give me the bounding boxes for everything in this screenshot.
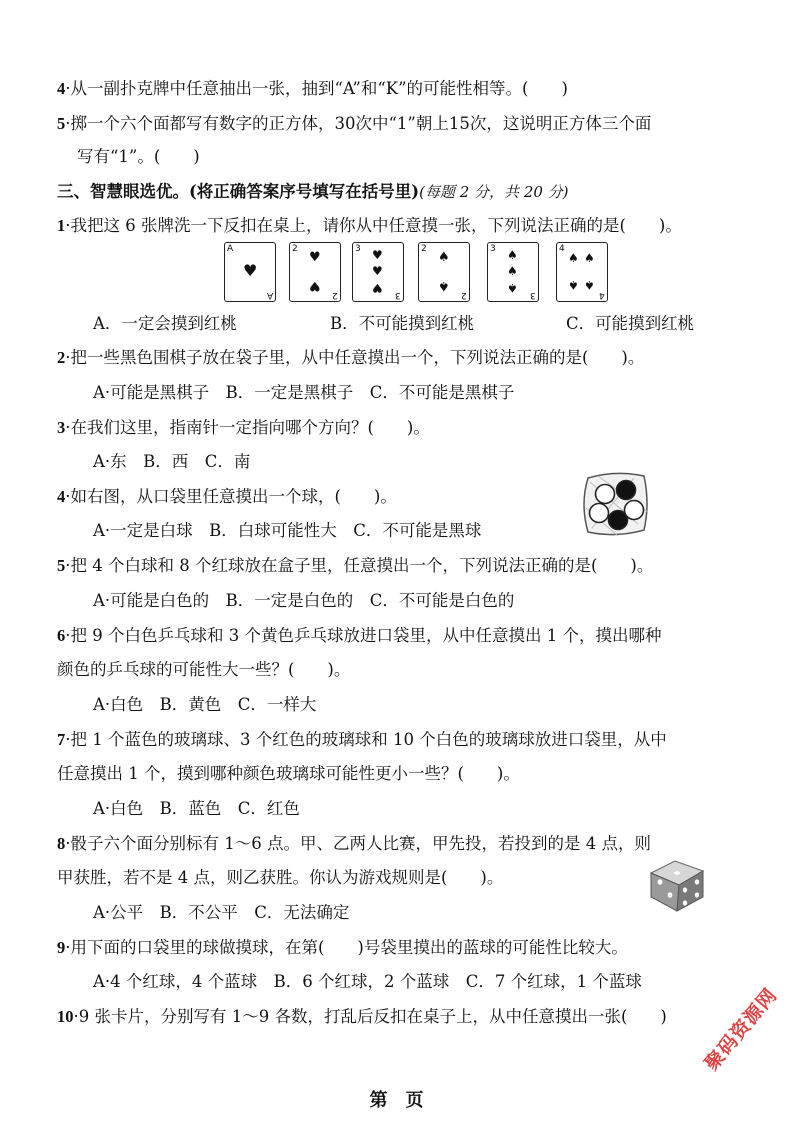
question-7 — [57, 729, 667, 751]
judge-item-4 — [57, 78, 568, 100]
question-text: ·在我们这里，指南针一定指向哪个方向？( )。 — [65, 418, 430, 437]
section-note: (每题 2 分，共 20 分) — [419, 183, 569, 201]
card-rank: 3 — [530, 290, 536, 300]
q1-option-a: A．一定会摸到红桃 — [93, 314, 237, 333]
card-4 — [418, 242, 470, 302]
item-text: ·掷一个六个面都写有数字的正方体，30次中“1”朝上15次，这说明正方体三个面 — [65, 114, 652, 133]
question-2 — [57, 347, 644, 369]
card-rank: 2 — [292, 244, 298, 254]
q2-options: A·可能是黑棋子 B．一定是黑棋子 C．不可能是黑棋子 — [93, 383, 515, 402]
heart-icon: ♥ — [309, 278, 321, 293]
card-rank: A — [266, 290, 273, 300]
page-footer: 第 页 — [369, 1090, 424, 1111]
question-text: ·把 9 个白色乒乓球和 3 个黄色乒乓球放进口袋里，从中任意摸出 1 个，摸出哪种 — [65, 626, 662, 645]
card-rank: 3 — [395, 290, 401, 300]
question-text: ·我把这 6 张牌洗一下反扣在桌上，请你从中任意摸一张，下列说法正确的是( )。 — [65, 216, 682, 235]
heart-icon: ♥ — [372, 264, 383, 278]
question-10 — [57, 1006, 667, 1028]
question-text: ·9 张卡片，分别写有 1～9 各数，打乱后反扣在桌子上，从中任意摸出一张( ) — [73, 1007, 667, 1026]
ball-bag-illustration — [578, 468, 654, 540]
heart-icon: ♥ — [243, 261, 258, 280]
heart-icon: ♥ — [309, 250, 321, 265]
question-number: 10 — [57, 1007, 74, 1026]
heart-icon: ♥ — [372, 281, 383, 295]
q3-options: A·东 B．西 C．南 — [93, 452, 251, 471]
question-6 — [57, 625, 661, 647]
card-3 — [352, 242, 404, 302]
judge-item-5-cont: 写有“1”。( ) — [77, 147, 200, 166]
spade-icon: ♠ — [438, 250, 450, 265]
question-number: 6 — [57, 626, 66, 645]
question-text: ·把 1 个蓝色的玻璃球、3 个红色的玻璃球和 10 个白色的玻璃球放进口袋里，从中 — [65, 730, 667, 749]
q8-text-cont: 甲获胜，若不是 4 点，则乙获胜。你认为游戏规则是( )。 — [57, 868, 504, 887]
question-1 — [57, 215, 682, 237]
spade-icon: ♠ — [584, 278, 595, 292]
card-rank: 2 — [421, 244, 427, 254]
card-rank: A — [227, 244, 234, 254]
card-rank: 4 — [599, 290, 605, 300]
question-number: 5 — [57, 556, 66, 575]
section-title: 三、智慧眼选优。(将正确答案序号填写在括号里) — [57, 182, 420, 201]
question-text: ·如右图，从口袋里任意摸出一个球，( )。 — [65, 487, 397, 506]
question-9 — [57, 937, 628, 959]
q6-options: A·白色 B．黄色 C．一样大 — [93, 695, 317, 714]
card-6 — [556, 242, 608, 302]
spade-icon: ♠ — [584, 251, 595, 265]
card-rank: 2 — [332, 290, 338, 300]
spade-icon: ♠ — [438, 278, 450, 293]
question-5 — [57, 555, 653, 577]
card-1 — [224, 242, 276, 302]
card-2 — [289, 242, 341, 302]
card-5 — [487, 242, 539, 302]
item-number: 4 — [57, 79, 66, 98]
question-number: 4 — [57, 487, 66, 506]
q6-text-cont: 颜色的乒乓球的可能性大一些？( )。 — [57, 660, 351, 679]
q1-option-c: C．可能摸到红桃 — [566, 314, 695, 333]
question-number: 2 — [57, 348, 66, 367]
watermark: 聚码资源网 — [700, 984, 782, 1075]
spade-icon: ♠ — [568, 251, 579, 265]
heart-icon: ♥ — [372, 248, 383, 262]
spade-icon: ♠ — [507, 281, 518, 295]
question-8 — [57, 833, 651, 855]
question-number: 1 — [57, 216, 66, 235]
spade-icon: ♠ — [507, 264, 518, 278]
question-4 — [57, 486, 397, 508]
spade-icon: ♠ — [568, 278, 579, 292]
dice-illustration — [647, 855, 709, 913]
question-text: ·用下面的口袋里的球做摸球，在第( )号袋里摸出的蓝球的可能性比较大。 — [65, 938, 628, 957]
question-text: ·把一些黑色围棋子放在袋子里，从中任意摸出一个，下列说法正确的是( )。 — [65, 348, 645, 367]
judge-item-5 — [57, 113, 651, 135]
question-number: 9 — [57, 938, 66, 957]
card-rank: 3 — [490, 244, 496, 254]
q8-options: A·公平 B．不公平 C．无法确定 — [93, 903, 350, 922]
question-number: 3 — [57, 418, 66, 437]
question-3 — [57, 417, 430, 439]
section-heading — [57, 181, 569, 203]
q4-options: A·一定是白球 B．白球可能性大 C．不可能是黑球 — [93, 521, 482, 540]
q5-options: A·可能是白色的 B．一定是白色的 C．不可能是白色的 — [93, 591, 515, 610]
q1-option-b: B．不可能摸到红桃 — [330, 314, 475, 333]
spade-icon: ♠ — [507, 248, 518, 262]
card-rank: 2 — [461, 290, 467, 300]
q9-options: A·4 个红球，4 个蓝球 B．6 个红球，2 个蓝球 C．7 个红球，1 个蓝球 — [93, 972, 642, 991]
question-text: ·把 4 个白球和 8 个红球放在盒子里，任意摸出一个，下列说法正确的是( )。 — [65, 556, 654, 575]
q7-text-cont: 任意摸出 1 个，摸到哪种颜色玻璃球可能性更小一些？( )。 — [57, 764, 520, 783]
question-number: 7 — [57, 730, 66, 749]
q7-options: A·白色 B．蓝色 C．红色 — [93, 799, 300, 818]
item-text: ·从一副扑克牌中任意抽出一张，抽到“A”和“K”的可能性相等。( ) — [65, 79, 568, 98]
card-rank: 3 — [355, 244, 361, 254]
question-number: 8 — [57, 834, 66, 853]
item-number: 5 — [57, 114, 66, 133]
question-text: ·骰子六个面分别标有 1～6 点。甲、乙两人比赛，甲先投，若投到的是 4 点，则 — [65, 834, 651, 853]
card-rank: 4 — [559, 244, 565, 254]
